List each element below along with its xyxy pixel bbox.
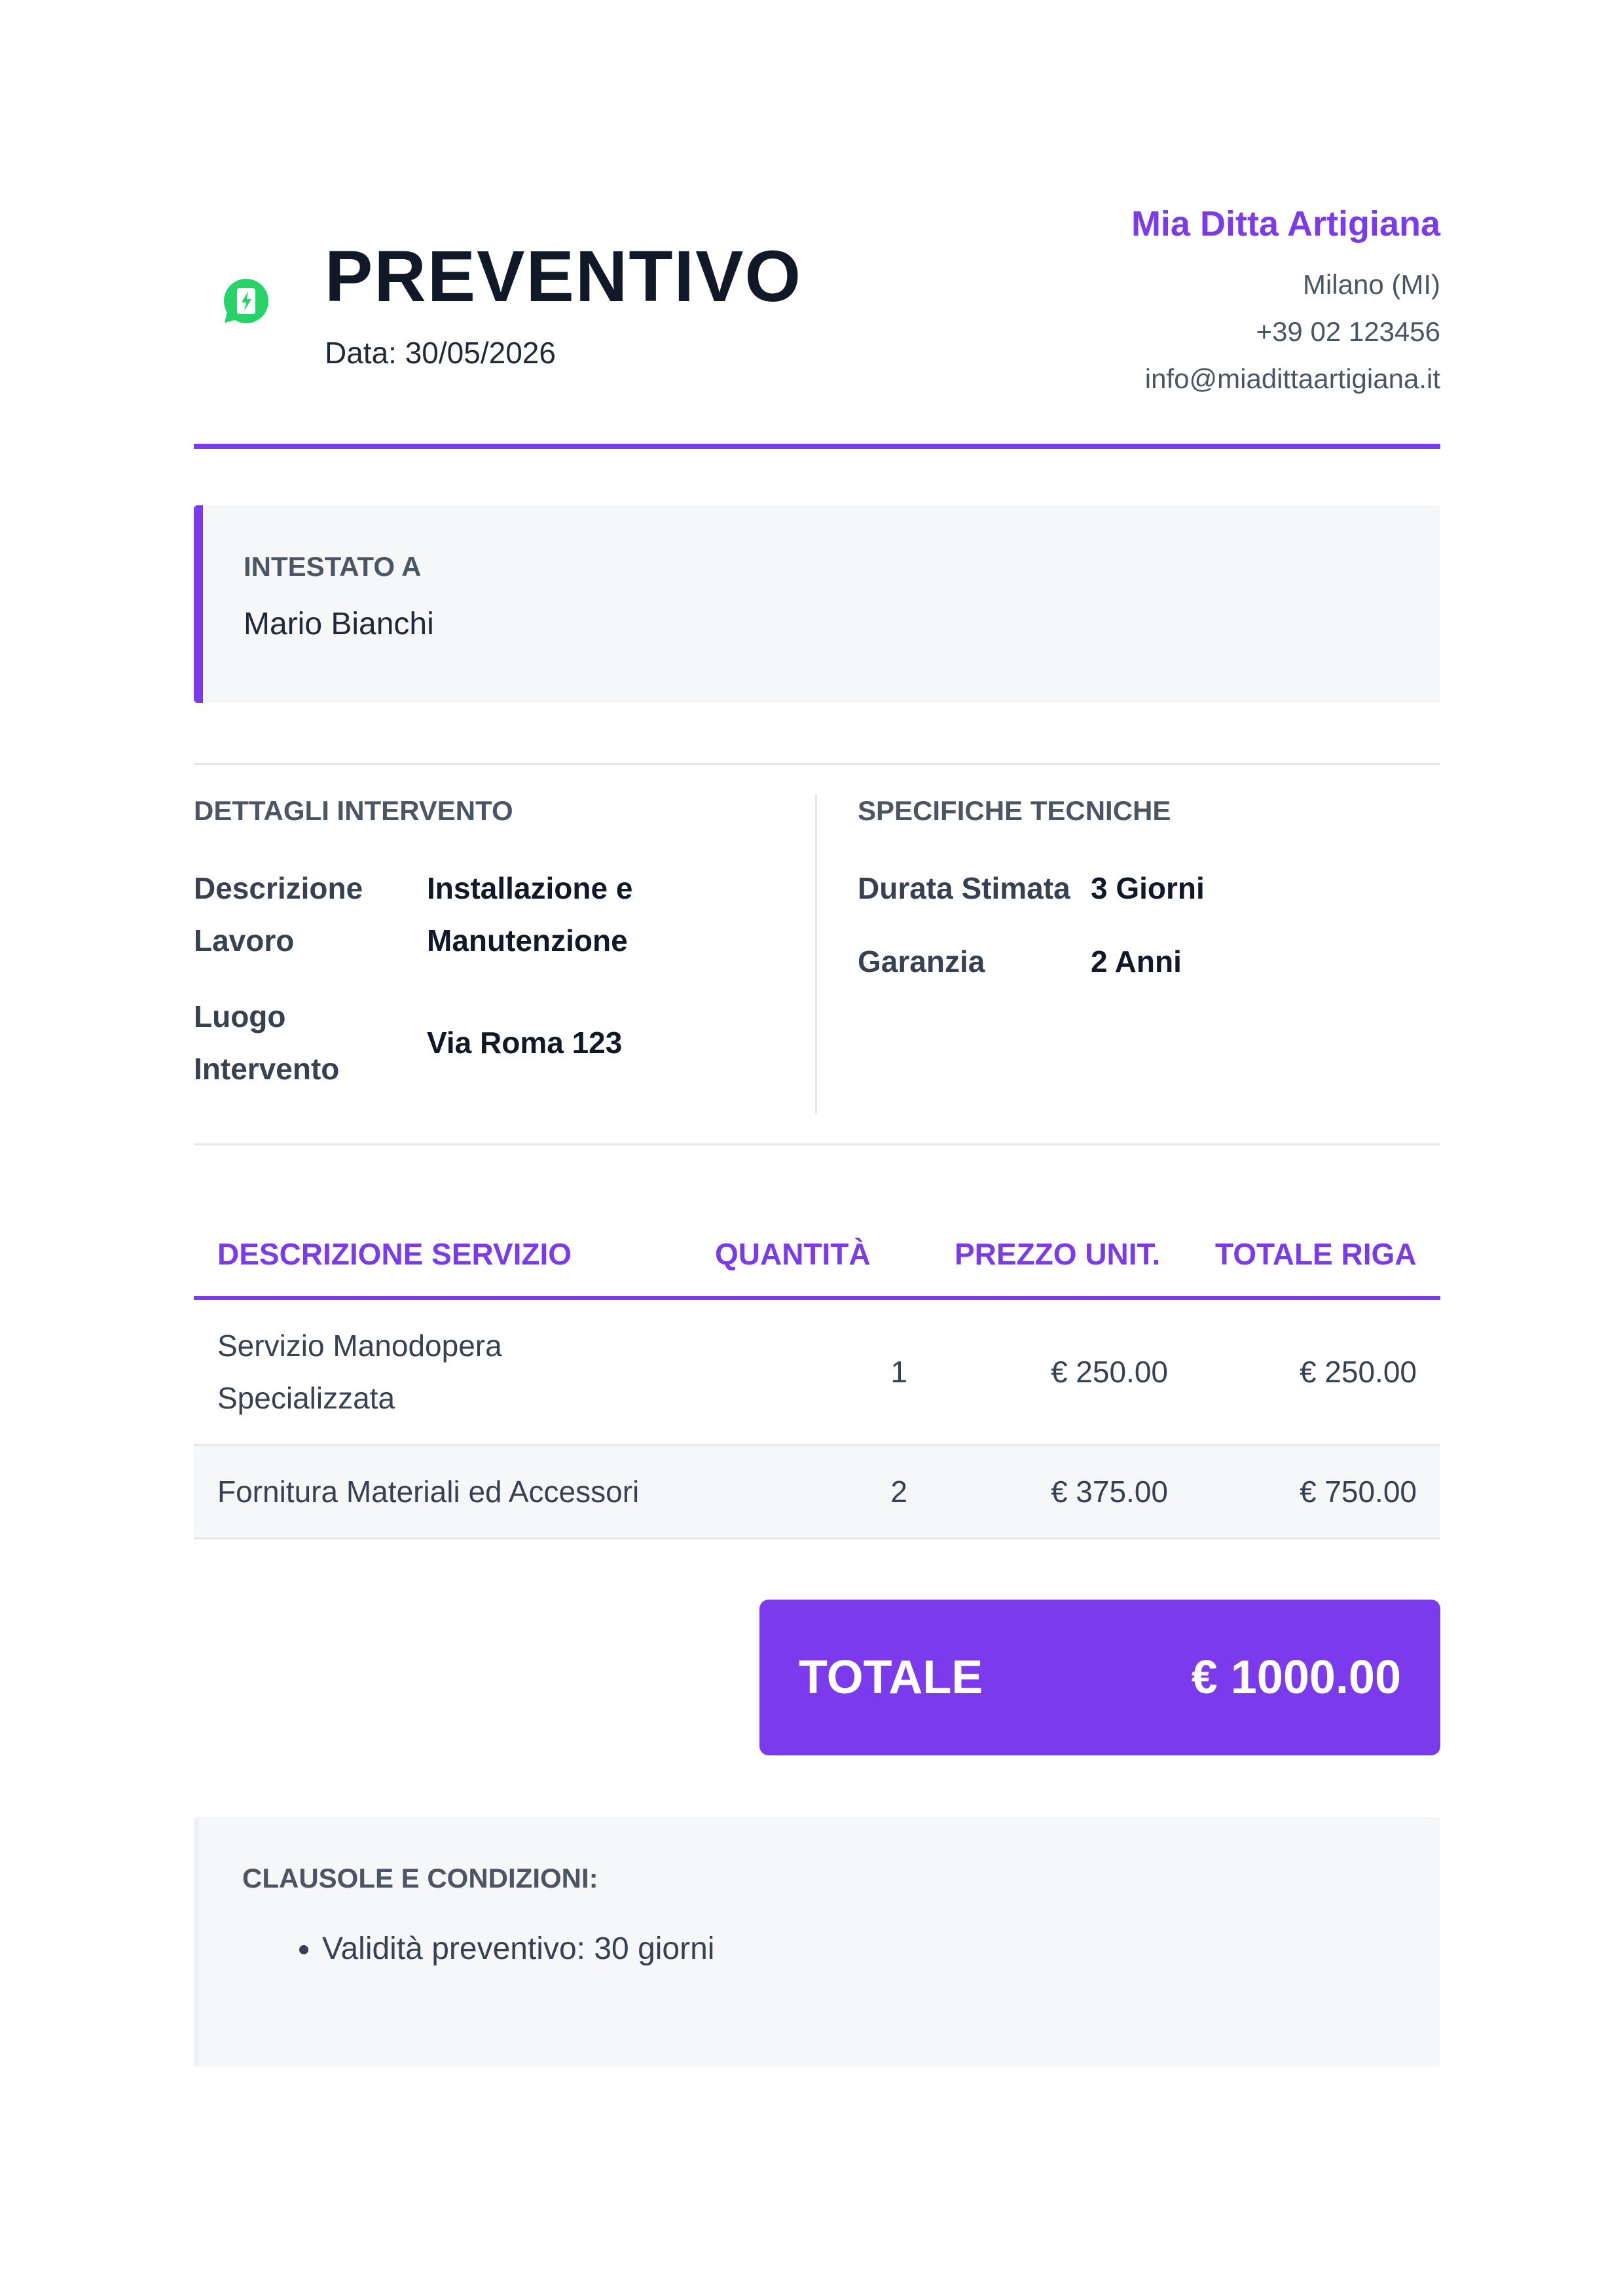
grand-total-box (759, 1600, 1440, 1755)
quote-date: Data: 30/05/2026 (325, 336, 556, 370)
terms-title: CLAUSOLE E CONDIZIONI: (242, 1863, 598, 1893)
terms-list (242, 1923, 1440, 1975)
row-description: Servizio Manodopera Specializzata (194, 1298, 715, 1445)
company-email: info@miadittaartigiana.it (1144, 363, 1440, 394)
column-header-line-total: TOTALE RIGA (1192, 1221, 1440, 1298)
company-name: Mia Ditta Artigiana (1131, 204, 1440, 243)
row-unit-price: € 375.00 (931, 1445, 1192, 1539)
spec-row-warranty (858, 935, 1440, 988)
intervention-details (194, 794, 817, 1115)
row-unit-price: € 250.00 (931, 1298, 1192, 1445)
page-title: PREVENTIVO (325, 236, 803, 317)
column-header-quantity: QUANTITÀ (715, 1221, 931, 1298)
row-quantity: 1 (715, 1298, 931, 1445)
details-section (194, 763, 1440, 1145)
detail-value: Via Roma 123 (427, 1026, 623, 1060)
table-header-row (194, 1221, 1440, 1298)
bill-to-name: Mario Bianchi (244, 607, 434, 641)
table-row (194, 1298, 1440, 1445)
bill-to-box (194, 505, 1440, 703)
company-info (1131, 203, 1440, 403)
quote-document (194, 190, 1440, 2067)
spec-value: 3 Giorni (1091, 871, 1205, 905)
row-line-total: € 750.00 (1192, 1445, 1440, 1539)
grand-total-label: TOTALE (799, 1651, 983, 1704)
spec-key: Garanzia (858, 944, 985, 978)
intervention-details-title: DETTAGLI INTERVENTO (194, 795, 513, 826)
terms-box (194, 1817, 1440, 2067)
column-header-description: DESCRIZIONE SERVIZIO (194, 1221, 715, 1298)
table-row (194, 1445, 1440, 1539)
detail-key: Luogo Intervento (194, 999, 340, 1086)
company-city: Milano (MI) (1302, 268, 1440, 300)
items-table (194, 1221, 1440, 1539)
header-divider (194, 444, 1440, 449)
spec-row-duration (858, 862, 1440, 914)
technical-specs-title: SPECIFICHE TECNICHE (858, 795, 1171, 826)
company-phone: +39 02 123456 (1256, 315, 1440, 347)
technical-specs (817, 794, 1440, 1143)
total-wrap (194, 1600, 1440, 1755)
bill-to-label: INTESTATO A (244, 551, 422, 582)
spec-key: Durata Stimata (858, 871, 1070, 905)
row-quantity: 2 (715, 1445, 931, 1539)
row-description: Fornitura Materiali ed Accessori (194, 1445, 715, 1539)
grand-total-value: € 1000.00 (1191, 1651, 1401, 1704)
detail-key: Descrizione Lavoro (194, 871, 363, 958)
column-header-unit-price: PREZZO UNIT. (931, 1221, 1192, 1298)
detail-row-description (194, 862, 815, 967)
header (194, 190, 1440, 445)
whatsapp-bolt-icon (220, 275, 272, 327)
detail-row-place (194, 990, 815, 1095)
list-item: • Validità preventivo: 30 giorni (322, 1923, 1440, 1975)
row-line-total: € 250.00 (1192, 1298, 1440, 1445)
detail-value: Installazione e Manutenzione (427, 871, 633, 958)
spec-value: 2 Anni (1091, 944, 1182, 978)
